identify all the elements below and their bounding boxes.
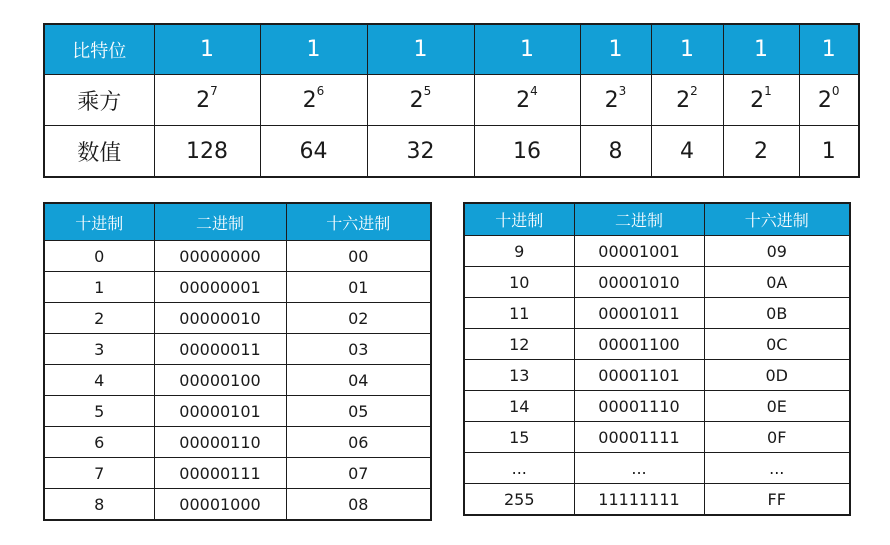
hex-cell: 0E xyxy=(704,391,850,422)
value-row xyxy=(44,126,859,178)
power-exponent: 1 xyxy=(764,83,772,98)
hex-cell: 04 xyxy=(286,365,431,396)
bit-cell: 1 xyxy=(154,24,260,75)
header-decimal: 十进制 xyxy=(44,203,154,241)
power-base: 2 xyxy=(604,87,619,113)
bit-cell: 1 xyxy=(260,24,367,75)
power-base: 2 xyxy=(302,87,317,113)
binary-cell: 00001011 xyxy=(574,298,704,329)
table-row xyxy=(44,396,431,427)
power-exponent: 7 xyxy=(210,83,218,98)
power-base: 2 xyxy=(676,87,691,113)
decimal-cell: 7 xyxy=(44,458,154,489)
decimal-cell: 13 xyxy=(464,360,574,391)
decimal-cell: 9 xyxy=(464,236,574,267)
hex-cell: 0F xyxy=(704,422,850,453)
power-cell xyxy=(260,75,367,126)
hex-cell: 00 xyxy=(286,241,431,272)
binary-cell: 00001111 xyxy=(574,422,704,453)
decimal-cell: 255 xyxy=(464,484,574,516)
header-binary: 二进制 xyxy=(574,203,704,236)
value-cell: 16 xyxy=(474,126,580,178)
bit-cell: 1 xyxy=(367,24,474,75)
power-cell xyxy=(154,75,260,126)
power-cell xyxy=(367,75,474,126)
binary-cell: 00000111 xyxy=(154,458,286,489)
binary-cell: 00001010 xyxy=(574,267,704,298)
hex-cell: 01 xyxy=(286,272,431,303)
row-label-power: 乘方 xyxy=(44,75,154,126)
table-row xyxy=(464,453,850,484)
table-row xyxy=(464,236,850,267)
power-exponent: 3 xyxy=(618,83,627,98)
hex-cell: 0B xyxy=(704,298,850,329)
decimal-cell: 11 xyxy=(464,298,574,329)
header-hex: 十六进制 xyxy=(286,203,431,241)
power-cell xyxy=(799,75,859,126)
value-cell: 4 xyxy=(651,126,723,178)
binary-cell: 00001101 xyxy=(574,360,704,391)
value-cell: 128 xyxy=(154,126,260,178)
bit-cell: 1 xyxy=(580,24,651,75)
hex-cell: 0A xyxy=(704,267,850,298)
table-row xyxy=(464,329,850,360)
power-cell xyxy=(723,75,799,126)
header-decimal: 十进制 xyxy=(464,203,574,236)
hex-cell: 09 xyxy=(704,236,850,267)
bit-cell: 1 xyxy=(474,24,580,75)
value-cell: 8 xyxy=(580,126,651,178)
binary-cell: 00000101 xyxy=(154,396,286,427)
hex-cell: 03 xyxy=(286,334,431,365)
power-cell xyxy=(651,75,723,126)
table-row xyxy=(464,391,850,422)
bit-cell: 1 xyxy=(799,24,859,75)
table-row xyxy=(44,272,431,303)
table-row xyxy=(464,267,850,298)
hex-cell: 07 xyxy=(286,458,431,489)
hex-cell: 0C xyxy=(704,329,850,360)
hex-cell: ... xyxy=(704,453,850,484)
table-row xyxy=(464,422,850,453)
decimal-cell: 15 xyxy=(464,422,574,453)
header-hex: 十六进制 xyxy=(704,203,850,236)
binary-cell: 00001100 xyxy=(574,329,704,360)
table-header-row xyxy=(44,203,431,241)
binary-cell: 00000011 xyxy=(154,334,286,365)
decimal-cell: 4 xyxy=(44,365,154,396)
binary-cell: 00000010 xyxy=(154,303,286,334)
table-row xyxy=(464,360,850,391)
decimal-cell: 8 xyxy=(44,489,154,521)
value-cell: 64 xyxy=(260,126,367,178)
table-row xyxy=(44,427,431,458)
table-row xyxy=(44,365,431,396)
power-base: 2 xyxy=(196,87,211,113)
decimal-cell: 5 xyxy=(44,396,154,427)
hex-cell: 0D xyxy=(704,360,850,391)
bit-weight-table xyxy=(43,23,860,178)
table-row xyxy=(464,298,850,329)
table-header-row xyxy=(464,203,850,236)
power-exponent: 6 xyxy=(316,83,325,98)
power-base: 2 xyxy=(750,87,765,113)
table-row xyxy=(44,489,431,521)
power-base: 2 xyxy=(817,87,832,113)
bit-row xyxy=(44,24,859,75)
row-label-bit: 比特位 xyxy=(44,24,154,75)
bit-cell: 1 xyxy=(723,24,799,75)
hex-cell: 08 xyxy=(286,489,431,521)
binary-cell: 00000001 xyxy=(154,272,286,303)
decimal-cell: 0 xyxy=(44,241,154,272)
table-row xyxy=(44,458,431,489)
decimal-cell: 12 xyxy=(464,329,574,360)
value-cell: 2 xyxy=(723,126,799,178)
row-label-value: 数值 xyxy=(44,126,154,178)
power-cell xyxy=(580,75,651,126)
decimal-cell: 10 xyxy=(464,267,574,298)
value-cell: 1 xyxy=(799,126,859,178)
power-base: 2 xyxy=(516,87,531,113)
header-binary: 二进制 xyxy=(154,203,286,241)
binary-cell: 00001000 xyxy=(154,489,286,521)
power-exponent: 4 xyxy=(530,83,538,98)
binary-cell: 11111111 xyxy=(574,484,704,516)
conversion-table-right xyxy=(463,202,851,516)
table-row xyxy=(464,484,850,516)
hex-cell: 02 xyxy=(286,303,431,334)
table-row xyxy=(44,303,431,334)
hex-cell: 05 xyxy=(286,396,431,427)
value-cell: 32 xyxy=(367,126,474,178)
binary-cell: 00001110 xyxy=(574,391,704,422)
decimal-cell: 14 xyxy=(464,391,574,422)
power-exponent: 2 xyxy=(690,83,698,98)
power-cell xyxy=(474,75,580,126)
conversion-table-left xyxy=(43,202,432,521)
binary-cell: 00001001 xyxy=(574,236,704,267)
decimal-cell: 6 xyxy=(44,427,154,458)
power-exponent: 5 xyxy=(423,83,432,98)
bit-cell: 1 xyxy=(651,24,723,75)
hex-cell: FF xyxy=(704,484,850,516)
binary-cell: 00000110 xyxy=(154,427,286,458)
hex-cell: 06 xyxy=(286,427,431,458)
power-exponent: 0 xyxy=(831,83,840,98)
power-base: 2 xyxy=(409,87,424,113)
decimal-cell: ... xyxy=(464,453,574,484)
decimal-cell: 2 xyxy=(44,303,154,334)
binary-cell: ... xyxy=(574,453,704,484)
decimal-cell: 1 xyxy=(44,272,154,303)
power-row xyxy=(44,75,859,126)
binary-cell: 00000000 xyxy=(154,241,286,272)
binary-cell: 00000100 xyxy=(154,365,286,396)
table-row xyxy=(44,241,431,272)
table-row xyxy=(44,334,431,365)
decimal-cell: 3 xyxy=(44,334,154,365)
